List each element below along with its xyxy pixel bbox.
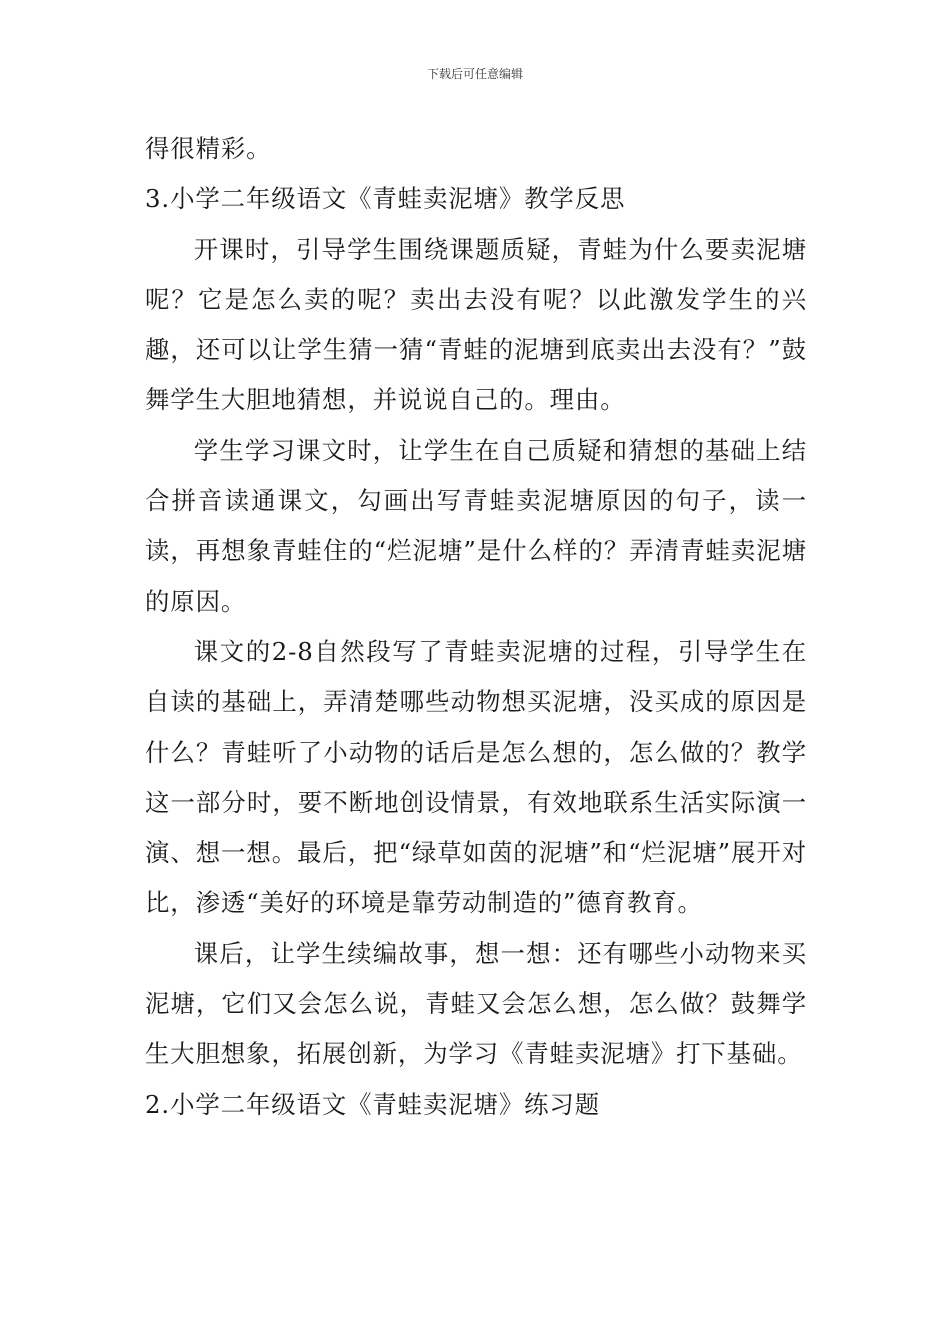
document-body [145, 124, 807, 1130]
page-header: 下载后可任意编辑 [426, 67, 523, 81]
section-heading-3: 3.小学二年级语文《青蛙卖泥塘》教学反思 [145, 184, 626, 214]
paragraph-process: 课文的2-8自然段写了青蛙卖泥塘的过程，引导学生在自读的基础上，弄清楚哪些动物想买泥塘，没买成的原因是什么？青蛙听了小动物的话后是怎么想的，怎么做的？教学这一部分时，要不断地创设情景，有效地联系生活实际演一演、想一想。最后，把“绿草如茵的泥塘”和“烂泥塘”展开对比，渗透“美好的环境是靠劳动制造的”德育教育。 [145, 636, 807, 918]
paragraph-continuation: 得很精彩。 [145, 134, 272, 163]
paragraph-reading: 学生学习课文时，让学生在自己质疑和猜想的基础上结合拼音读通课文，勾画出写青蛙卖泥塘原因的句子，读一读，再想象青蛙住的“烂泥塘”是什么样的？弄清青蛙卖泥塘的原因。 [145, 435, 807, 616]
paragraph-after-class: 课后，让学生续编故事，想一想：还有哪些小动物来买泥塘，它们又会怎么说，青蛙又会怎么想，怎么做？鼓舞学生大胆想象，拓展创新，为学习《青蛙卖泥塘》打下基础。 [145, 938, 807, 1069]
section-heading-2: 2.小学二年级语文《青蛙卖泥塘》练习题 [145, 1089, 601, 1119]
paragraph-opening: 开课时，引导学生围绕课题质疑，青蛙为什么要卖泥塘呢？它是怎么卖的呢？卖出去没有呢？以此激发学生的兴趣，还可以让学生猜一猜“青蛙的泥塘到底卖出去没有？”鼓舞学生大胆地猜想，并说说自己的。理由。 [145, 234, 807, 415]
